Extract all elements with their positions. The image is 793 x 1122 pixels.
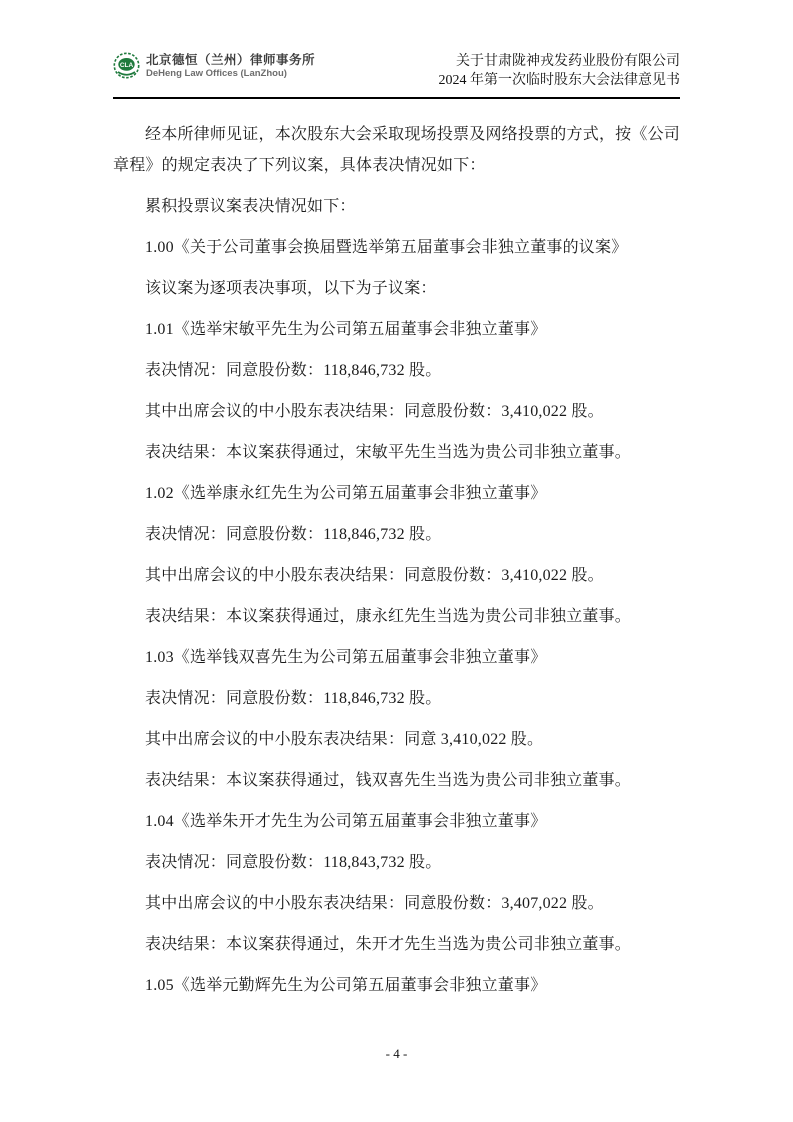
firm-names [146, 52, 315, 80]
law-firm-seal-icon [113, 52, 140, 79]
law-firm-identity [113, 52, 315, 80]
para-vote-result-1-01: 表决结果：本议案获得通过，宋敏平先生当选为贵公司非独立董事。 [145, 444, 632, 461]
para-proposal-1-02-title: 1.02《选举康永红先生为公司第五届董事会非独立董事》 [145, 485, 547, 502]
para-vote-result-1-03: 表决结果：本议案获得通过，钱双喜先生当选为贵公司非独立董事。 [145, 772, 632, 789]
document-title [439, 52, 681, 90]
para-sub-proposal-note: 该议案为逐项表决事项，以下为子议案： [145, 280, 437, 297]
para-minority-vote-1-01: 其中出席会议的中小股东表决结果：同意股份数：3,410,022 股。 [145, 403, 604, 420]
para-minority-vote-1-02: 其中出席会议的中小股东表决结果：同意股份数：3,410,022 股。 [145, 567, 604, 584]
para-proposal-1-03-title: 1.03《选举钱双喜先生为公司第五届董事会非独立董事》 [145, 649, 547, 666]
document-title-line1: 关于甘肃陇神戎发药业股份有限公司 [456, 54, 680, 69]
page-header [113, 52, 680, 99]
page-footer [0, 1046, 793, 1062]
svg-text:CLA: CLA [119, 62, 134, 69]
para-witness-statement: 经本所律师见证，本次股东大会采取现场投票及网络投票的方式，按《公司章程》的规定表决了下列议案，具体表决情况如下： [113, 126, 680, 174]
document-title-line2: 2024 年第一次临时股东大会法律意见书 [438, 73, 680, 88]
para-vote-count-1-04: 表决情况：同意股份数：118,843,732 股。 [145, 854, 442, 871]
para-proposal-1-00-title: 1.00《关于公司董事会换届暨选举第五届董事会非独立董事的议案》 [145, 239, 628, 256]
firm-name-english: DeHeng Law Offices (LanZhou) [146, 68, 287, 79]
para-minority-vote-1-04: 其中出席会议的中小股东表决结果：同意股份数：3,407,022 股。 [145, 895, 604, 912]
para-proposal-1-01-title: 1.01《选举宋敏平先生为公司第五届董事会非独立董事》 [145, 321, 547, 338]
para-vote-count-1-02: 表决情况：同意股份数：118,846,732 股。 [145, 526, 442, 543]
para-vote-count-1-01: 表决情况：同意股份数：118,846,732 股。 [145, 362, 442, 379]
para-proposal-1-05-title: 1.05《选举元勤辉先生为公司第五届董事会非独立董事》 [145, 977, 547, 994]
page-number: - 4 - [385, 1046, 408, 1061]
para-vote-count-1-03: 表决情况：同意股份数：118,846,732 股。 [145, 690, 442, 707]
firm-name-chinese: 北京德恒（兰州）律师事务所 [146, 53, 316, 67]
para-cumulative-voting-intro: 累积投票议案表决情况如下： [145, 198, 356, 215]
para-proposal-1-04-title: 1.04《选举朱开才先生为公司第五届董事会非独立董事》 [145, 813, 547, 830]
para-minority-vote-1-03: 其中出席会议的中小股东表决结果：同意 3,410,022 股。 [145, 731, 544, 748]
document-body [113, 99, 680, 1011]
para-vote-result-1-04: 表决结果：本议案获得通过，朱开才先生当选为贵公司非独立董事。 [145, 936, 632, 953]
para-vote-result-1-02: 表决结果：本议案获得通过，康永红先生当选为贵公司非独立董事。 [145, 608, 632, 625]
